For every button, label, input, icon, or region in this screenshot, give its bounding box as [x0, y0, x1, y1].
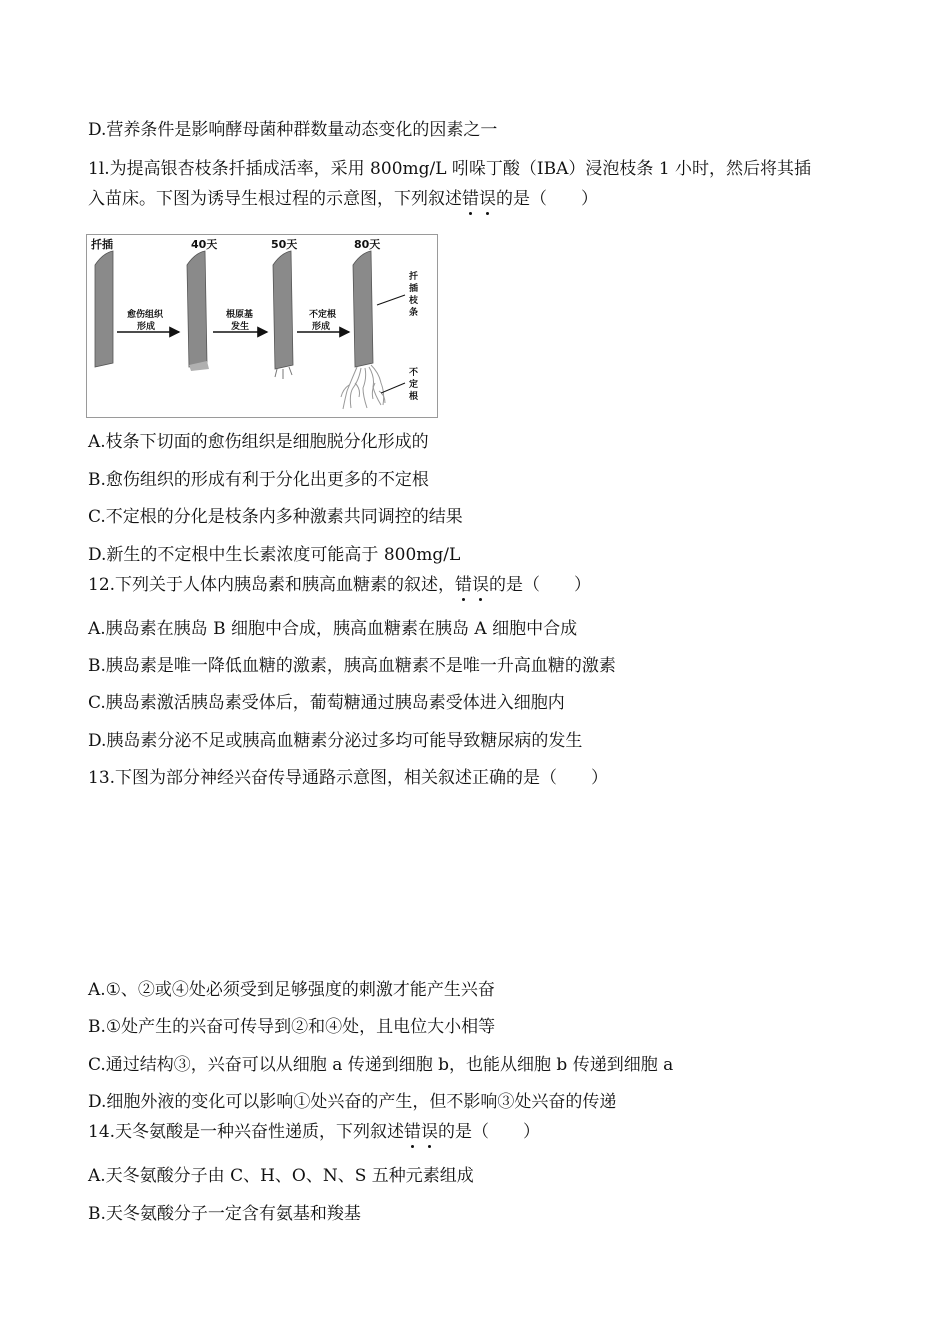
- rooting-process-figure: [86, 234, 438, 418]
- emphasis-char: 错: [462, 189, 479, 209]
- arrow-label: 发生: [231, 322, 250, 332]
- question-13: 13.下图为部分神经兴奋传导通路示意图，相关叙述正确的是（ ）: [88, 768, 609, 788]
- option-b-q11: B.愈伤组织的形成有利于分化出更多的不定根: [88, 470, 429, 490]
- cutting-branch: [95, 251, 113, 367]
- question-14-tail: 的是（ ）: [438, 1122, 541, 1142]
- question-14: [88, 1121, 540, 1143]
- neural-pathway-figure-area: [88, 800, 788, 970]
- svg-text:枝: 枝: [409, 296, 419, 306]
- question-12: [88, 574, 591, 596]
- option-b-q14: B.天冬氨酸分子一定含有氨基和羧基: [88, 1204, 361, 1224]
- leader-line: [381, 383, 405, 393]
- option-c-q12: C.胰岛素激活胰岛素受体后，葡萄糖通过胰岛素受体进入细胞内: [88, 693, 565, 713]
- arrow-label: 根原基: [226, 310, 254, 320]
- svg-text:根: 根: [409, 392, 419, 402]
- emphasis-char: 误: [472, 575, 490, 595]
- question-11-text: 入苗床。下图为诱导生根过程的示意图，下列叙述: [88, 189, 462, 209]
- stage-label: 80天: [354, 238, 381, 251]
- emphasis-char: 误: [421, 1122, 439, 1142]
- option-b-q12: B.胰岛素是唯一降低血糖的激素，胰高血糖素不是唯一升高血糖的激素: [88, 656, 616, 676]
- option-a-q11: A.枝条下切面的愈伤组织是细胞脱分化形成的: [88, 432, 429, 452]
- option-a-q14: A.天冬氨酸分子由 C、H、O、N、S 五种元素组成: [88, 1166, 474, 1186]
- option-d-q11: D.新生的不定根中生长素浓度可能高于 800mg/L: [88, 545, 461, 565]
- svg-text:插: 插: [409, 284, 419, 294]
- question-14-text: 14.天冬氨酸是一种兴奋性递质，下列叙述: [88, 1122, 405, 1142]
- option-d-q13: D.细胞外液的变化可以影响①处兴奋的产生，但不影响③处兴奋的传递: [88, 1092, 617, 1112]
- arrow-label: 愈伤组织: [127, 310, 164, 320]
- stage-label: 50天: [271, 238, 298, 251]
- question-11-line2: [88, 188, 598, 210]
- emphasis-char: 错: [404, 1122, 422, 1142]
- option-d-q12: D.胰岛素分泌不足或胰高血糖素分泌过多均可能导致糖尿病的发生: [88, 731, 583, 751]
- adventitious-roots: [341, 365, 385, 409]
- option-c-q13: C.通过结构③，兴奋可以从细胞 a 传递到细胞 b，也能从细胞 b 传递到细胞 a: [88, 1055, 674, 1075]
- option-b-q13: B.①处产生的兴奋可传导到②和④处，且电位大小相等: [88, 1017, 496, 1037]
- emphasis-char: 误: [479, 189, 496, 209]
- leader-line: [377, 295, 405, 305]
- question-11-line1: 1l.为提高银杏枝条扦插成活率，采用 800mg/L 吲哚丁酸（IBA）浸泡枝条 1 小时，然后将其插: [88, 159, 812, 179]
- emphasis-char: 错: [455, 575, 473, 595]
- arrow-label: 不定根: [309, 310, 337, 320]
- stage-label: 40天: [191, 238, 218, 251]
- stage-label: 扦插: [91, 238, 113, 251]
- svg-text:扦: 扦: [409, 272, 419, 282]
- root-label: [409, 366, 418, 402]
- svg-text:条: 条: [409, 308, 419, 318]
- svg-text:不: 不: [409, 368, 419, 378]
- option-c-q11: C.不定根的分化是枝条内多种激素共同调控的结果: [88, 507, 463, 527]
- option-a-q13: A.①、②或④处必须受到足够强度的刺激才能产生兴奋: [88, 980, 495, 1000]
- option-d-q10: D.营养条件是影响酵母菌种群数量动态变化的因素之一: [88, 120, 498, 140]
- arrow-label: 形成: [312, 322, 331, 332]
- question-11-tail: 的是（ ）: [496, 189, 598, 209]
- svg-text:定: 定: [409, 380, 419, 390]
- arrow-label: 形成: [137, 322, 156, 332]
- option-a-q12: A.胰岛素在胰岛 B 细胞中合成，胰高血糖素在胰岛 A 细胞中合成: [88, 619, 578, 639]
- branch-label: [409, 270, 418, 318]
- question-12-text: 12.下列关于人体内胰岛素和胰高血糖素的叙述，: [88, 575, 456, 595]
- cutting-branch: [187, 251, 207, 367]
- cutting-branch: [273, 251, 293, 369]
- cutting-branch: [353, 251, 373, 367]
- question-12-tail: 的是（ ）: [489, 575, 592, 595]
